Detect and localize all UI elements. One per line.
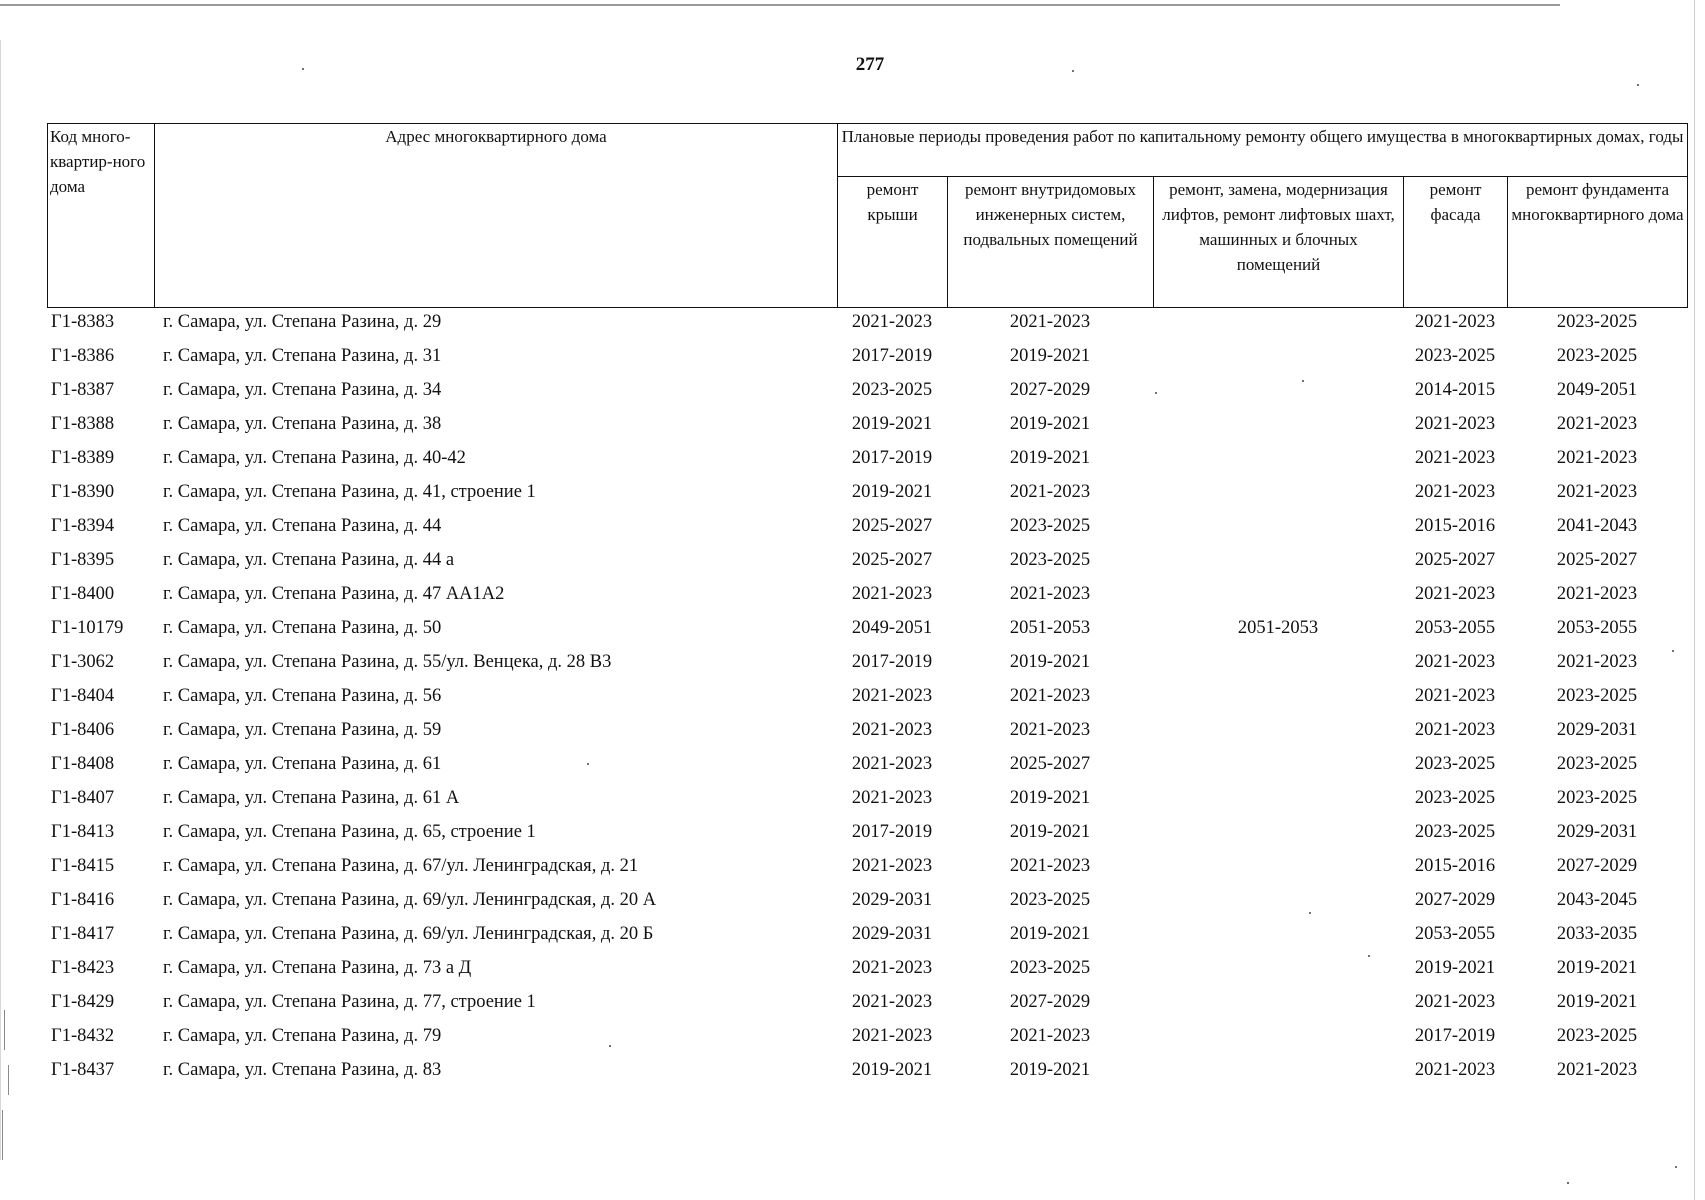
cell-elevators: 2051-2053 (1237, 617, 1319, 638)
header-roof: ремонт крыши (838, 177, 948, 308)
cell-elevators (1153, 407, 1403, 441)
cell-foundation: 2029-2031 (1556, 821, 1638, 842)
cell-foundation: 2019-2021 (1556, 991, 1638, 1012)
cell-address: г. Самара, ул. Степана Разина, д. 40-42 (163, 447, 466, 468)
cell-foundation: 2023-2025 (1556, 787, 1638, 808)
cell-engineering: 2023-2025 (1009, 549, 1091, 570)
cell-code: Г1-10179 (51, 617, 124, 638)
cell-elevators (1153, 747, 1403, 781)
cell-roof: 2019-2021 (851, 481, 933, 502)
cell-foundation: 2049-2051 (1556, 379, 1638, 400)
page-number: 277 (855, 54, 885, 75)
cell-foundation: 2021-2023 (1556, 651, 1638, 672)
cell-address: г. Самара, ул. Степана Разина, д. 69/ул. Ленинградская, д. 20 Б (163, 923, 654, 944)
cell-code: Г1-8417 (51, 923, 115, 944)
cell-code: Г1-8404 (51, 685, 115, 706)
cell-foundation: 2021-2023 (1556, 481, 1638, 502)
cell-code: Г1-8388 (51, 413, 115, 434)
cell-elevators (1153, 985, 1403, 1019)
cell-code: Г1-8415 (51, 855, 115, 876)
cell-foundation: 2021-2023 (1556, 1059, 1638, 1080)
cell-elevators (1153, 815, 1403, 849)
cell-engineering: 2019-2021 (1009, 787, 1091, 808)
table-row (47, 1053, 1687, 1087)
cell-elevators (1153, 849, 1403, 883)
cell-code: Г1-8400 (51, 583, 115, 604)
table-row (47, 373, 1687, 407)
table-row (47, 917, 1687, 951)
cell-address: г. Самара, ул. Степана Разина, д. 38 (163, 413, 442, 434)
cell-engineering: 2021-2023 (1009, 311, 1091, 332)
table-row (47, 951, 1687, 985)
cell-address: г. Самара, ул. Степана Разина, д. 79 (163, 1025, 442, 1046)
cell-foundation: 2043-2045 (1556, 889, 1638, 910)
header-foundation: ремонт фундамента многоквартирного дома (1508, 177, 1688, 308)
cell-foundation: 2023-2025 (1556, 311, 1638, 332)
cell-code: Г1-8386 (51, 345, 115, 366)
cell-roof: 2017-2019 (851, 651, 933, 672)
cell-address: г. Самара, ул. Степана Разина, д. 73 а Д (163, 957, 472, 978)
cell-elevators (1153, 339, 1403, 373)
cell-engineering: 2019-2021 (1009, 651, 1091, 672)
cell-code: Г1-8383 (51, 311, 115, 332)
cell-elevators (1153, 713, 1403, 747)
table-row (47, 849, 1687, 883)
cell-roof: 2019-2021 (851, 1059, 933, 1080)
cell-elevators (1153, 781, 1403, 815)
cell-foundation: 2029-2031 (1556, 719, 1638, 740)
table-row (47, 339, 1687, 373)
scan-right-edge (1694, 0, 1695, 1200)
cell-facade: 2021-2023 (1414, 583, 1496, 604)
cell-address: г. Самара, ул. Степана Разина, д. 44 а (163, 549, 455, 570)
cell-address: г. Самара, ул. Степана Разина, д. 67/ул. Ленинградская, д. 21 (163, 855, 639, 876)
header-engineering: ремонт внутридомовых инженерных систем, подвальных помещений (948, 177, 1154, 308)
cell-foundation: 2023-2025 (1556, 753, 1638, 774)
table-row (47, 679, 1687, 713)
cell-roof: 2021-2023 (851, 685, 933, 706)
cell-foundation: 2053-2055 (1556, 617, 1638, 638)
cell-foundation: 2019-2021 (1556, 957, 1638, 978)
cell-address: г. Самара, ул. Степана Разина, д. 29 (163, 311, 442, 332)
cell-roof: 2049-2051 (851, 617, 933, 638)
table-row (47, 815, 1687, 849)
cell-engineering: 2019-2021 (1009, 413, 1091, 434)
cell-facade: 2015-2016 (1414, 515, 1496, 536)
cell-roof: 2021-2023 (851, 583, 933, 604)
cell-foundation: 2041-2043 (1556, 515, 1638, 536)
cell-roof: 2021-2023 (851, 957, 933, 978)
cell-engineering: 2021-2023 (1009, 583, 1091, 604)
cell-facade: 2023-2025 (1414, 787, 1496, 808)
cell-foundation: 2027-2029 (1556, 855, 1638, 876)
cell-foundation: 2025-2027 (1556, 549, 1638, 570)
cell-facade: 2021-2023 (1414, 481, 1496, 502)
cell-code: Г1-8395 (51, 549, 115, 570)
cell-facade: 2025-2027 (1414, 549, 1496, 570)
table-row (47, 407, 1687, 441)
cell-engineering: 2027-2029 (1009, 991, 1091, 1012)
cell-engineering: 2021-2023 (1009, 719, 1091, 740)
cell-code: Г1-8416 (51, 889, 115, 910)
cell-address: г. Самара, ул. Степана Разина, д. 61 А (163, 787, 460, 808)
cell-facade: 2053-2055 (1414, 923, 1496, 944)
table-row (47, 611, 1687, 645)
cell-elevators (1153, 1019, 1403, 1053)
cell-address: г. Самара, ул. Степана Разина, д. 77, строение 1 (163, 991, 536, 1012)
cell-code: Г1-8423 (51, 957, 115, 978)
cell-elevators (1153, 577, 1403, 611)
cell-roof: 2025-2027 (851, 515, 933, 536)
cell-code: Г1-8389 (51, 447, 115, 468)
cell-engineering: 2027-2029 (1009, 379, 1091, 400)
cell-address: г. Самара, ул. Степана Разина, д. 59 (163, 719, 442, 740)
cell-elevators (1153, 509, 1403, 543)
cell-roof: 2021-2023 (851, 1025, 933, 1046)
cell-roof: 2021-2023 (851, 719, 933, 740)
header-code: Код много-квартир-ного дома (48, 124, 155, 308)
cell-engineering: 2021-2023 (1009, 855, 1091, 876)
cell-code: Г1-8432 (51, 1025, 115, 1046)
cell-foundation: 2021-2023 (1556, 447, 1638, 468)
cell-code: Г1-8429 (51, 991, 115, 1012)
cell-address: г. Самара, ул. Степана Разина, д. 65, строение 1 (163, 821, 536, 842)
cell-address: г. Самара, ул. Степана Разина, д. 31 (163, 345, 442, 366)
table-row (47, 577, 1687, 611)
cell-engineering: 2023-2025 (1009, 515, 1091, 536)
cell-engineering: 2019-2021 (1009, 923, 1091, 944)
cell-roof: 2017-2019 (851, 447, 933, 468)
scan-left-edge (0, 40, 1, 1160)
cell-foundation: 2021-2023 (1556, 413, 1638, 434)
cell-foundation: 2023-2025 (1556, 345, 1638, 366)
table-row (47, 475, 1687, 509)
table-row (47, 713, 1687, 747)
cell-engineering: 2019-2021 (1009, 345, 1091, 366)
cell-address: г. Самара, ул. Степана Разина, д. 44 (163, 515, 442, 536)
cell-elevators (1153, 645, 1403, 679)
cell-code: Г1-8413 (51, 821, 115, 842)
cell-elevators (1153, 883, 1403, 917)
cell-engineering: 2019-2021 (1009, 821, 1091, 842)
cell-address: г. Самара, ул. Степана Разина, д. 34 (163, 379, 442, 400)
cell-roof: 2029-2031 (851, 923, 933, 944)
table-row (47, 509, 1687, 543)
cell-elevators (1153, 951, 1403, 985)
table-row (47, 747, 1687, 781)
table-row (47, 543, 1687, 577)
cell-facade: 2053-2055 (1414, 617, 1496, 638)
cell-roof: 2017-2019 (851, 821, 933, 842)
cell-facade: 2019-2021 (1414, 957, 1496, 978)
cell-facade: 2023-2025 (1414, 345, 1496, 366)
cell-roof: 2017-2019 (851, 345, 933, 366)
cell-elevators (1153, 1053, 1403, 1087)
cell-roof: 2029-2031 (851, 889, 933, 910)
cell-address: г. Самара, ул. Степана Разина, д. 55/ул. Венцека, д. 28 В3 (163, 651, 612, 672)
cell-facade: 2021-2023 (1414, 447, 1496, 468)
cell-code: Г1-8437 (51, 1059, 115, 1080)
cell-roof: 2019-2021 (851, 413, 933, 434)
cell-address: г. Самара, ул. Степана Разина, д. 56 (163, 685, 442, 706)
cell-roof: 2023-2025 (851, 379, 933, 400)
cell-engineering: 2051-2053 (1009, 617, 1091, 638)
cell-address: г. Самара, ул. Степана Разина, д. 47 АА1А2 (163, 583, 505, 604)
header-address: Адрес многоквартирного дома (155, 124, 838, 308)
cell-code: Г1-3062 (51, 651, 115, 672)
table-row (47, 645, 1687, 679)
cell-facade: 2021-2023 (1414, 719, 1496, 740)
cell-facade: 2021-2023 (1414, 685, 1496, 706)
scan-margin-noise (0, 1010, 22, 1180)
table-row (47, 883, 1687, 917)
cell-facade: 2015-2016 (1414, 855, 1496, 876)
table-row (47, 1019, 1687, 1053)
cell-facade: 2021-2023 (1414, 413, 1496, 434)
table-row (47, 781, 1687, 815)
cell-roof: 2021-2023 (851, 991, 933, 1012)
cell-facade: 2023-2025 (1414, 753, 1496, 774)
cell-facade: 2017-2019 (1414, 1025, 1496, 1046)
cell-facade: 2023-2025 (1414, 821, 1496, 842)
cell-engineering: 2021-2023 (1009, 481, 1091, 502)
cell-address: г. Самара, ул. Степана Разина, д. 61 (163, 753, 442, 774)
header-elevators: ремонт, замена, модернизация лифтов, ремонт лифтовых шахт, машинных и блочных помещений (1154, 177, 1404, 308)
cell-elevators (1153, 373, 1403, 407)
header-periods-group: Плановые периоды проведения работ по капитальному ремонту общего имущества в многоквартирных домах, годы (838, 124, 1688, 177)
cell-engineering: 2019-2021 (1009, 1059, 1091, 1080)
cell-roof: 2021-2023 (851, 311, 933, 332)
cell-facade: 2027-2029 (1414, 889, 1496, 910)
cell-address: г. Самара, ул. Степана Разина, д. 41, строение 1 (163, 481, 536, 502)
cell-address: г. Самара, ул. Степана Разина, д. 83 (163, 1059, 442, 1080)
cell-facade: 2014-2015 (1414, 379, 1496, 400)
cell-engineering: 2021-2023 (1009, 685, 1091, 706)
cell-code: Г1-8394 (51, 515, 115, 536)
cell-elevators (1153, 475, 1403, 509)
cell-facade: 2021-2023 (1414, 311, 1496, 332)
cell-engineering: 2023-2025 (1009, 957, 1091, 978)
cell-engineering: 2021-2023 (1009, 1025, 1091, 1046)
cell-elevators (1153, 679, 1403, 713)
table-row (47, 441, 1687, 475)
cell-code: Г1-8407 (51, 787, 115, 808)
cell-roof: 2025-2027 (851, 549, 933, 570)
cell-code: Г1-8390 (51, 481, 115, 502)
cell-foundation: 2023-2025 (1556, 685, 1638, 706)
cell-roof: 2021-2023 (851, 753, 933, 774)
cell-engineering: 2025-2027 (1009, 753, 1091, 774)
cell-foundation: 2021-2023 (1556, 583, 1638, 604)
table-row (47, 985, 1687, 1019)
cell-elevators (1153, 917, 1403, 951)
cell-engineering: 2019-2021 (1009, 447, 1091, 468)
cell-code: Г1-8406 (51, 719, 115, 740)
cell-elevators (1153, 441, 1403, 475)
cell-foundation: 2033-2035 (1556, 923, 1638, 944)
table-row (47, 305, 1687, 339)
cell-foundation: 2023-2025 (1556, 1025, 1638, 1046)
cell-address: г. Самара, ул. Степана Разина, д. 50 (163, 617, 442, 638)
table-header (47, 123, 1688, 308)
cell-elevators (1153, 543, 1403, 577)
cell-facade: 2021-2023 (1414, 991, 1496, 1012)
cell-facade: 2021-2023 (1414, 1059, 1496, 1080)
cell-code: Г1-8408 (51, 753, 115, 774)
cell-code: Г1-8387 (51, 379, 115, 400)
table-body (47, 305, 1687, 1087)
scan-top-edge (0, 4, 1560, 6)
cell-elevators (1153, 305, 1403, 339)
header-facade: ремонт фасада (1404, 177, 1508, 308)
cell-roof: 2021-2023 (851, 855, 933, 876)
cell-engineering: 2023-2025 (1009, 889, 1091, 910)
cell-address: г. Самара, ул. Степана Разина, д. 69/ул. Ленинградская, д. 20 А (163, 889, 657, 910)
cell-facade: 2021-2023 (1414, 651, 1496, 672)
cell-roof: 2021-2023 (851, 787, 933, 808)
